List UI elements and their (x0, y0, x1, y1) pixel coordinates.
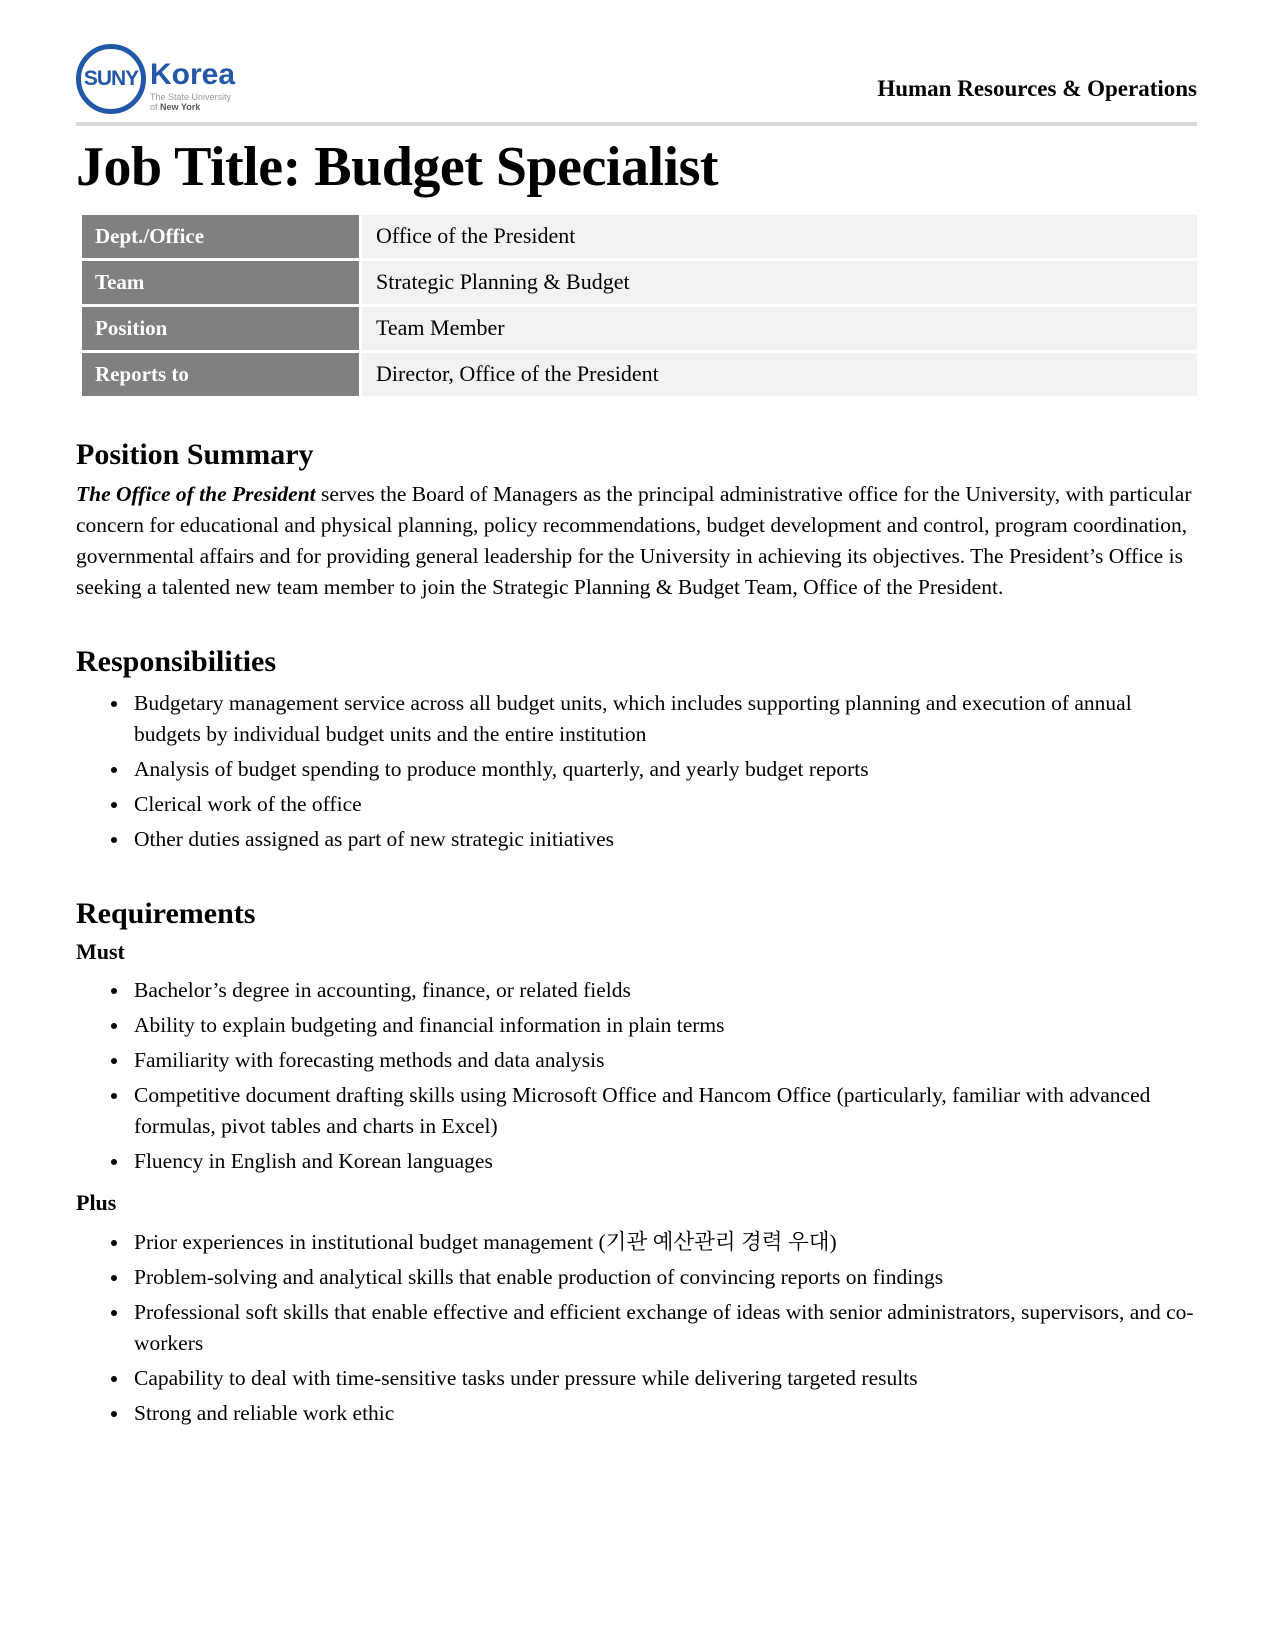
bullet-item: • Other duties assigned as part of new strategic initiatives (130, 824, 1197, 855)
table-row-value: Director, Office of the President (362, 353, 1197, 396)
logo-tagline-line1: The State University (150, 92, 232, 102)
logo-tagline (150, 92, 235, 113)
bullet-item: • Clerical work of the office (130, 789, 1197, 820)
responsibilities-heading: Responsibilities (76, 644, 277, 678)
bullet-item: • Budgetary management service across all budget units, which includes supporting planning and execution of annual budgets by individual budget units and the entire institution (130, 688, 1197, 750)
table-row-value: Team Member (362, 307, 1197, 350)
summary-lead-text: The Office of the President (76, 481, 316, 506)
bullet-item: • Professional soft skills that enable effective and efficient exchange of ideas with senior administrators, supervisors, and co-workers (130, 1297, 1197, 1359)
must-list (76, 975, 1197, 1177)
bullet-item: • Analysis of budget spending to produce monthly, quarterly, and yearly budget reports (130, 754, 1197, 785)
position-summary-paragraph (76, 479, 1197, 603)
logo-tagline-line2-prefix: of (150, 102, 161, 113)
table-row-label: Dept./Office (82, 215, 359, 258)
table-row-value: Office of the President (362, 215, 1197, 258)
suny-circle-text: SUNY (83, 67, 139, 90)
suny-korea-logo (76, 44, 235, 116)
suny-circle-logo-icon (76, 44, 146, 114)
plus-list (76, 1227, 1197, 1429)
header-divider (76, 122, 1197, 126)
responsibilities-list (76, 688, 1197, 855)
korea-wordmark: Korea (150, 58, 236, 91)
page-title: Job Title: Budget Specialist (76, 136, 719, 198)
summary-body-text: serves the Board of Managers as the principal administrative office for the University, with particular concern for educational and physical planning, policy recommendations, budget development and control, program coordination, governmental affairs and for providing general leadership for the University in achieving its objectives. The President’s Office is seeking a talented new team member to join the Strategic Planning & Budget Team, Office of the President. (76, 481, 1192, 599)
section-position-summary (76, 438, 1197, 603)
header (76, 44, 1197, 116)
bullet-item: • Problem-solving and analytical skills that enable production of convincing reports on findings (130, 1262, 1197, 1293)
bullet-item: • Bachelor’s degree in accounting, finance, or related fields (130, 975, 1197, 1006)
must-subheading: Must (76, 938, 125, 964)
requirements-heading: Requirements (76, 896, 256, 930)
bullet-item: • Competitive document drafting skills using Microsoft Office and Hancom Office (particularly, familiar with advanced formulas, pivot tables and charts in Excel) (130, 1080, 1197, 1142)
plus-subheading: Plus (76, 1190, 117, 1216)
table-row-label: Position (82, 307, 359, 350)
table-row-label: Team (82, 261, 359, 304)
logo-tagline-line2-bold: New York (160, 102, 201, 113)
header-department-text: Human Resources & Operations (877, 76, 1197, 101)
bullet-item: • Strong and reliable work ethic (130, 1398, 1197, 1429)
position-summary-heading: Position Summary (76, 437, 314, 471)
table-row-value: Strategic Planning & Budget (362, 261, 1197, 304)
bullet-item: • Capability to deal with time-sensitive tasks under pressure while delivering targeted results (130, 1363, 1197, 1394)
bullet-item: • Prior experiences in institutional budget management (기관 예산관리 경력 우대) (130, 1227, 1197, 1258)
bullet-item: • Ability to explain budgeting and financial information in plain terms (130, 1010, 1197, 1041)
section-responsibilities (76, 645, 1197, 855)
section-requirements (76, 897, 1197, 1429)
bullet-item: • Fluency in English and Korean languages (130, 1146, 1197, 1177)
bullet-item: • Familiarity with forecasting methods and data analysis (130, 1045, 1197, 1076)
logo-text-block (150, 44, 235, 113)
table-row-label: Reports to (82, 353, 359, 396)
job-info-table (82, 215, 1197, 396)
